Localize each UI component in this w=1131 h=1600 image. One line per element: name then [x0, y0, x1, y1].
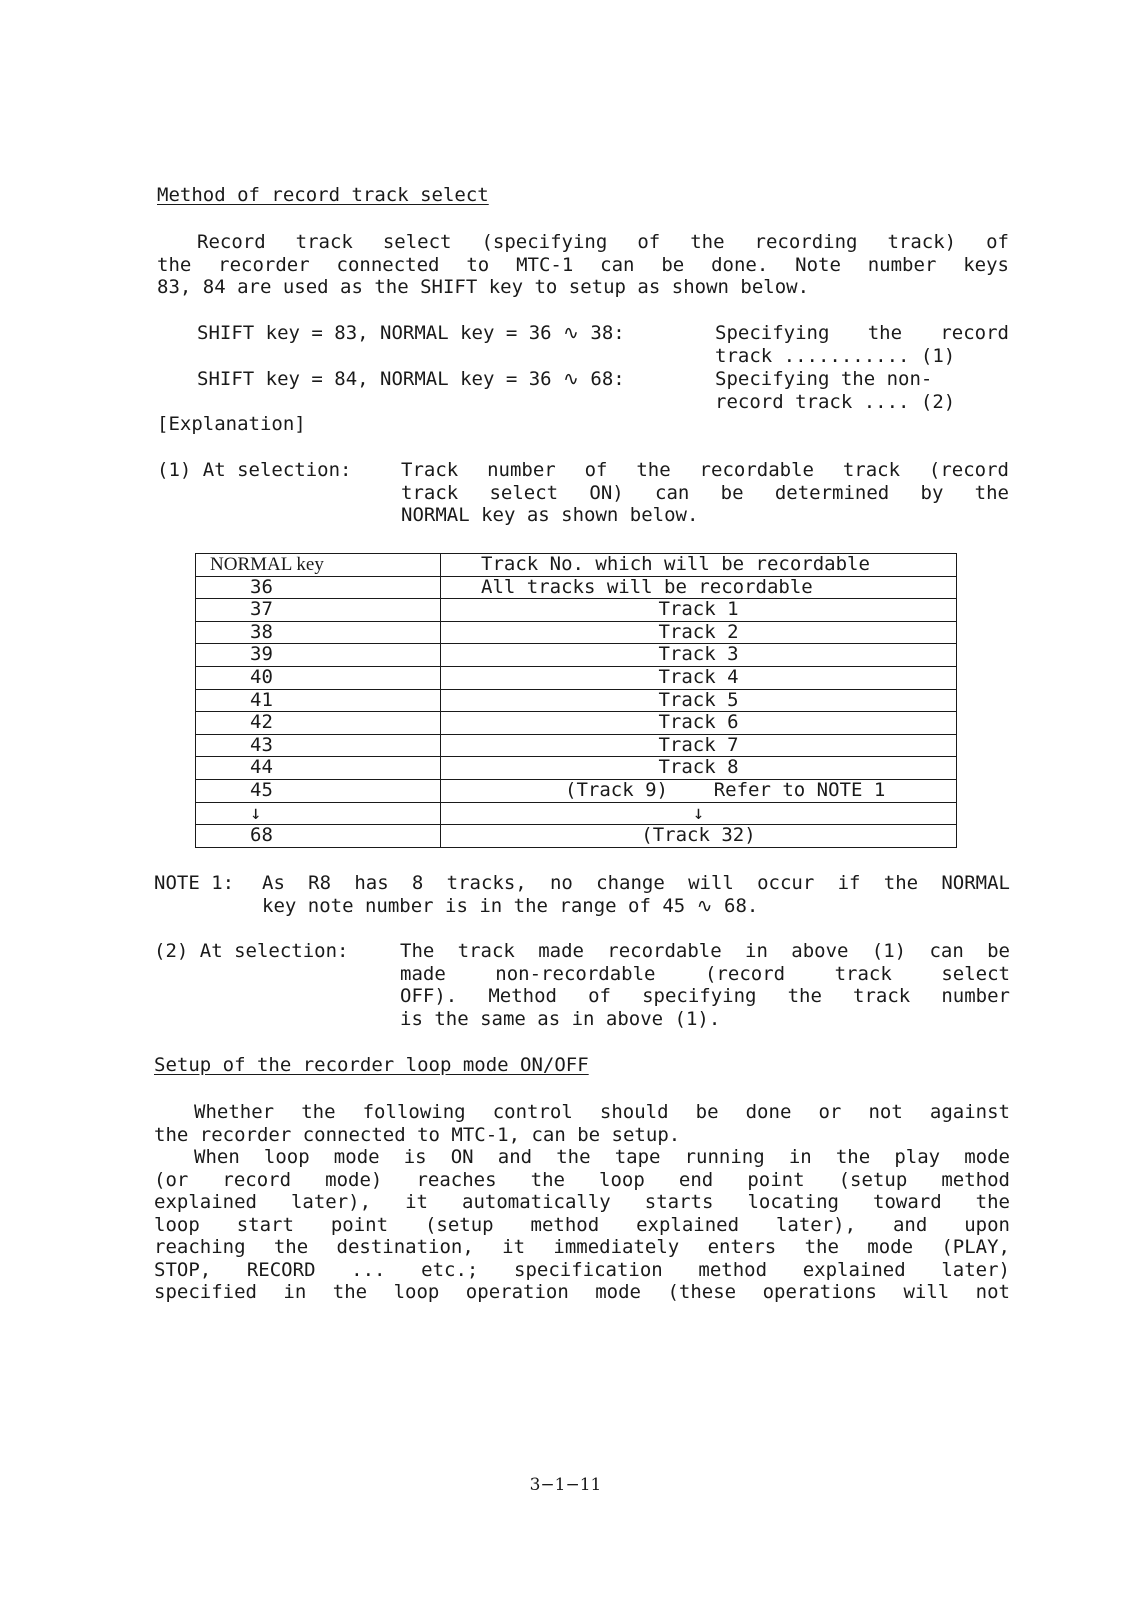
item-1-text — [401, 459, 1009, 527]
shift-84-desc-1: Specifying the non- — [715, 368, 933, 390]
table-row — [196, 644, 957, 667]
table-row — [196, 712, 957, 735]
section-heading-loop-mode: Setup of the recorder loop mode ON/OFF — [154, 1054, 589, 1076]
intro-line: the recorder connected to MTC-1 can be done. Note number keys — [157, 253, 1009, 276]
table-cell-down-arrow: ↓ — [441, 802, 957, 825]
item-2-line: The track made recordable in above (1) can be — [400, 940, 1010, 962]
table-cell-key: 36 — [196, 576, 441, 599]
intro-line: 83, 84 are used as the SHIFT key to setup as shown below. — [157, 276, 810, 298]
table-cell-key: 40 — [196, 666, 441, 689]
item-1-line: NORMAL key as shown below. — [401, 504, 699, 526]
table-cell-value: Track 4 — [441, 666, 957, 689]
table-row — [196, 779, 957, 802]
loop-mode-line: STOP, RECORD ... etc.; specification method explained later) — [154, 1258, 1010, 1281]
table-cell-value: Track 6 — [441, 712, 957, 735]
normal-key-track-table — [195, 553, 957, 848]
table-cell-key: 42 — [196, 712, 441, 735]
table-cell-key: 38 — [196, 621, 441, 644]
table-row — [196, 599, 957, 622]
table-row — [196, 757, 957, 780]
table-cell-value: (Track 9) Refer to NOTE 1 — [441, 779, 957, 802]
table-cell-key: 37 — [196, 599, 441, 622]
loop-mode-paragraph — [154, 1101, 1010, 1304]
loop-mode-line: explained later), it automatically starts locating toward the — [154, 1191, 1010, 1213]
loop-mode-line: reaching the destination, it immediately enters the mode (PLAY, — [154, 1236, 1010, 1258]
table-row — [196, 666, 957, 689]
table-cell-key: 45 — [196, 779, 441, 802]
loop-mode-line: (or record mode) reaches the loop end point (setup method — [154, 1168, 1010, 1191]
table-cell-key: 41 — [196, 689, 441, 712]
loop-mode-line: When loop mode is ON and the tape running in the play mode — [194, 1146, 1010, 1168]
table-header-track-no: Track No. which will be recordable — [441, 554, 957, 577]
table-row — [196, 825, 957, 848]
table-row — [196, 621, 957, 644]
table-cell-value: Track 1 — [441, 599, 957, 622]
shift-83-desc-2: track ........... (1) — [715, 345, 956, 367]
loop-mode-line: the recorder connected to MTC-1, can be setup. — [154, 1123, 681, 1146]
table-cell-value: Track 3 — [441, 644, 957, 667]
table-row — [196, 576, 957, 599]
table-row — [196, 689, 957, 712]
item-2-label: (2) At selection: — [154, 940, 349, 962]
item-2-line: is the same as in above (1). — [400, 1007, 721, 1030]
table-header-row — [196, 554, 957, 577]
table-cell-value: Track 8 — [441, 757, 957, 780]
note-1-label: NOTE 1: — [154, 872, 235, 894]
table-row — [196, 802, 957, 825]
loop-mode-line: loop start point (setup method explained later), and upon — [154, 1213, 1010, 1236]
table-header-normal-key: NORMAL key — [196, 554, 441, 577]
table-cell-value: Track 2 — [441, 621, 957, 644]
item-1-line: Track number of the recordable track (record — [401, 459, 1009, 481]
note-1-text — [262, 872, 1010, 917]
page-number: 3−1−11 — [529, 1475, 602, 1495]
table-cell-key: 39 — [196, 644, 441, 667]
note-1-line: key note number is in the range of 45 ∿ 68. — [262, 894, 759, 917]
loop-mode-line: Whether the following control should be done or not against — [194, 1101, 1010, 1123]
table-cell-key: 43 — [196, 734, 441, 757]
section-heading-record-track-select: Method of record track select — [157, 184, 489, 206]
table-cell-down-arrow: ↓ — [196, 802, 441, 825]
table-row — [196, 734, 957, 757]
item-2-line: OFF). Method of specifying the track number — [400, 985, 1010, 1007]
item-2-text — [400, 940, 1010, 1030]
shift-84-desc-2: record track .... (2) — [715, 391, 956, 413]
table-cell-value: All tracks will be recordable — [441, 576, 957, 599]
shift-83-desc-1: Specifying the record — [715, 322, 1009, 344]
shift-84-spec: SHIFT key = 84, NORMAL key = 36 ∿ 68: — [197, 368, 625, 390]
loop-mode-line: specified in the loop operation mode (these operations will not — [154, 1281, 1010, 1303]
item-1-line: track select ON) can be determined by the — [401, 481, 1009, 504]
note-1-line: As R8 has 8 tracks, no change will occur if the NORMAL — [262, 872, 1010, 894]
table-cell-key: 68 — [196, 825, 441, 848]
intro-paragraph — [157, 231, 1009, 299]
item-1-label: (1) At selection: — [157, 459, 352, 481]
item-2-line: made non-recordable (record track select — [400, 962, 1010, 985]
table-cell-key: 44 — [196, 757, 441, 780]
table-cell-value: (Track 32) — [441, 825, 957, 848]
intro-line: Record track select (specifying of the recording track) of — [197, 231, 1009, 253]
shift-83-spec: SHIFT key = 83, NORMAL key = 36 ∿ 38: — [197, 322, 625, 344]
table-cell-value: Track 7 — [441, 734, 957, 757]
explanation-label: [Explanation] — [157, 413, 306, 435]
table-cell-value: Track 5 — [441, 689, 957, 712]
